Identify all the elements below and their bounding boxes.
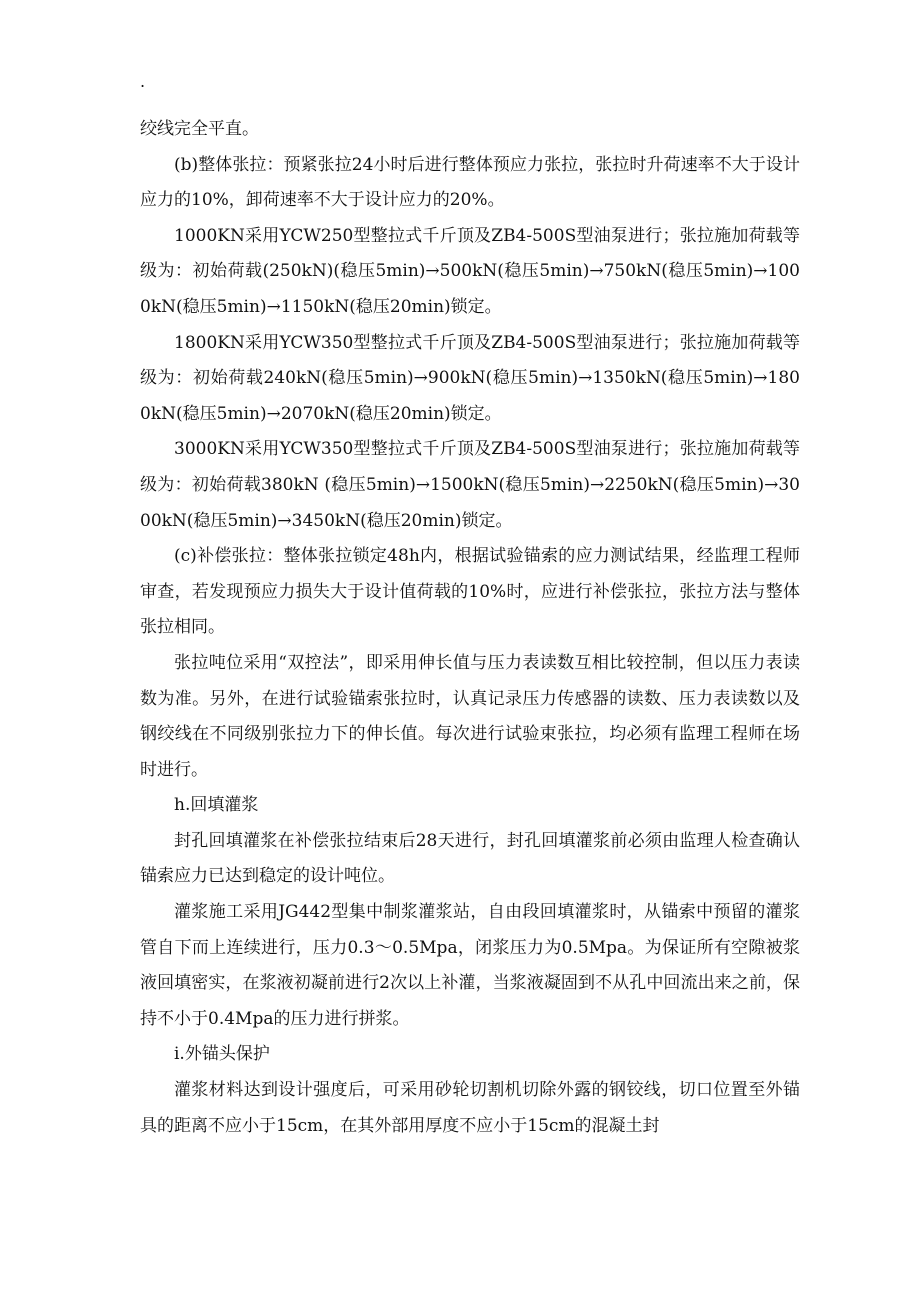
paragraph-backfill-timing: 封孔回填灌浆在补偿张拉结束后28天进行，封孔回填灌浆前必须由监理人检查确认锚索应力已达到稳定的设计吨位。 [140,830,800,887]
paragraph-3000kn: 3000KN采用YCW350型整拉式千斤顶及ZB4-500S型油泵进行；张拉施加荷载等级为：初始荷载380kN (稳压5min)→1500kN(稳压5min)→2250kN(稳压5min)→3000kN(稳压5min)→3450kN(稳压20min)锁定。 [140,439,800,531]
paragraph-compensation-tension: (c)补偿张拉：整体张拉锁定48h内，根据试验锚索的应力测试结果，经监理工程师审查，若发现预应力损失大于设计值荷载的10%时，应进行补偿张拉，张拉方法与整体张拉相同。 [140,546,800,638]
paragraph-grouting-process: 灌浆施工采用JG442型集中制浆灌浆站，自由段回填灌浆时，从锚索中预留的灌浆管自下而上连续进行，压力0.3～0.5Mpa，闭浆压力为0.5Mpa。为保证所有空隙被浆液回填密实，在浆液初凝前进行2次以上补灌，当浆液凝固到不从孔中回流出来之前，保持不小于0.4Mpa的压力进行拼浆。 [140,902,800,1029]
paragraph-overall-tension: (b)整体张拉：预紧张拉24小时后进行整体预应力张拉，张拉时升荷速率不大于设计应力的10%，卸荷速率不大于设计应力的20%。 [140,154,800,211]
paragraph-continuation: 绞线完全平直。 [140,119,259,139]
document-body [140,112,800,1144]
header-mark: . [140,72,146,91]
paragraph-1000kn: 1000KN采用YCW250型整拉式千斤顶及ZB4-500S型油泵进行；张拉施加荷载等级为：初始荷载(250kN)(稳压5min)→500kN(稳压5min)→750kN(稳压5min)→1000kN(稳压5min)→1150kN(稳压20min)锁定。 [140,225,800,317]
section-heading-anchor-protection: i.外锚头保护 [174,1044,270,1065]
section-heading-backfill-grouting: h.回填灌浆 [174,795,259,816]
paragraph-1800kn: 1800KN采用YCW350型整拉式千斤顶及ZB4-500S型油泵进行；张拉施加荷载等级为：初始荷载240kN(稳压5min)→900kN(稳压5min)→1350kN(稳压5min)→1800kN(稳压5min)→2070kN(稳压20min)锁定。 [140,332,800,424]
paragraph-dual-control: 张拉吨位采用“双控法”，即采用伸长值与压力表读数互相比较控制，但以压力表读数为准。另外，在进行试验锚索张拉时，认真记录压力传感器的读数、压力表读数以及钢绞线在不同级别张拉力下的伸长值。每次进行试验束张拉，均必须有监理工程师在场时进行。 [140,652,800,780]
paragraph-anchor-protection: 灌浆材料达到设计强度后，可采用砂轮切割机切除外露的钢铰线，切口位置至外锚具的距离不应小于15cm，在其外部用厚度不应小于15cm的混凝土封 [140,1080,800,1136]
